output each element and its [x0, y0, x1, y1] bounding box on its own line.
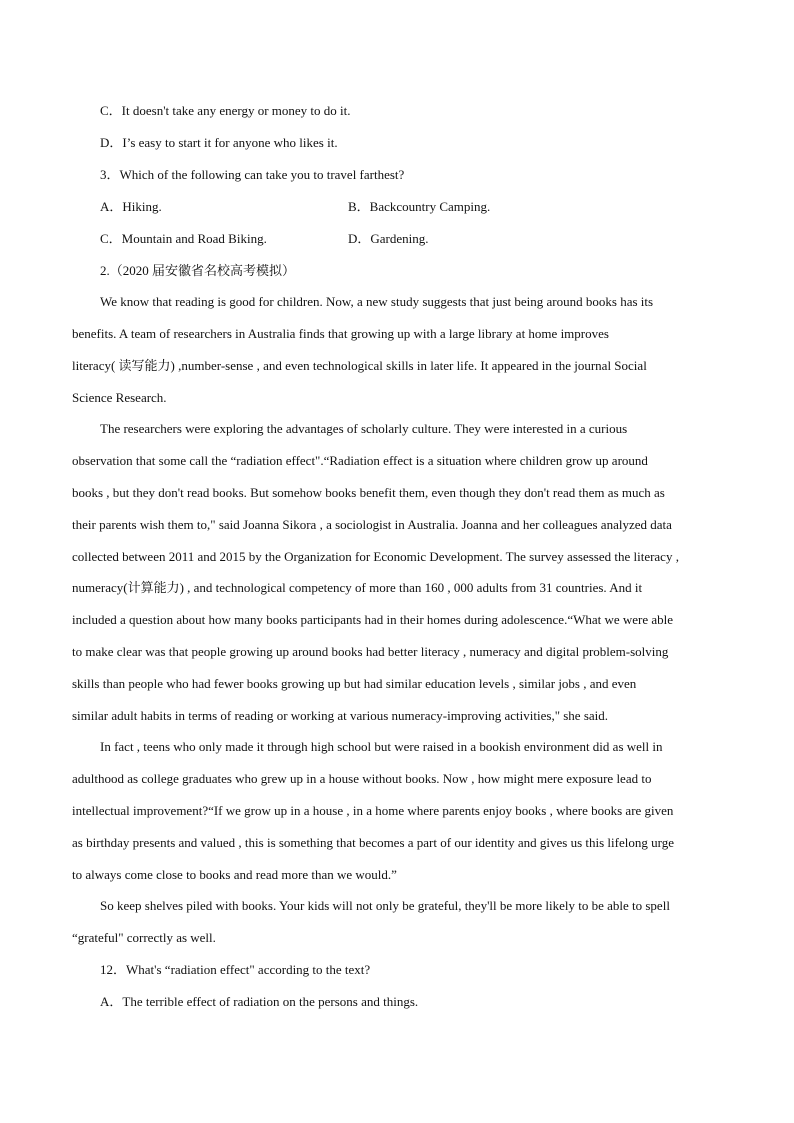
passage-line: books , but they don't read books. But somehow books benefit them, even though they don't read them as much as — [72, 485, 665, 500]
option-c: C．Mountain and Road Biking. — [100, 231, 267, 246]
question-3-stem: 3．Which of the following can take you to travel farthest? — [100, 167, 405, 182]
question-12-stem: 12．What's “radiation effect" according to the text? — [100, 962, 371, 977]
option-d: D．Gardening. — [348, 231, 429, 246]
passage-line: intellectual improvement?“If we grow up in a house , in a home where parents enjoy books , where books are given — [72, 803, 674, 818]
passage-line: We know that reading is good for children. Now, a new study suggests that just being around books has its — [100, 294, 654, 309]
passage-line: included a question about how many books participants had in their homes during adolescence.“What we were able — [72, 612, 674, 627]
option-d: D．I’s easy to start it for anyone who likes it. — [100, 135, 338, 150]
passage-line: Science Research. — [72, 390, 167, 405]
passage-line: numeracy(计算能力) , and technological competency of more than 160 , 000 adults from 31 countries. And it — [72, 580, 643, 595]
passage-line: their parents wish them to," said Joanna Sikora , a sociologist in Australia. Joanna and her colleagues analyzed data — [72, 517, 672, 532]
option-a: A．Hiking. — [100, 199, 162, 214]
passage-line: So keep shelves piled with books. Your kids will not only be grateful, they'll be more likely to be able to spell — [100, 898, 670, 913]
passage-line: literacy( 读写能力) ,number-sense , and even technological skills in later life. It appeared in the journal Social — [72, 358, 647, 373]
passage-line: as birthday presents and valued , this is something that becomes a part of our identity and gives us this lifelong urge — [72, 835, 674, 850]
passage-line: collected between 2011 and 2015 by the Organization for Economic Development. The survey assessed the literacy , — [72, 549, 679, 564]
passage-line: observation that some call the “radiation effect".“Radiation effect is a situation where children grow up around — [72, 453, 648, 468]
passage-line: “grateful" correctly as well. — [72, 930, 216, 945]
option-b: B．Backcountry Camping. — [348, 199, 491, 214]
passage-line: to always come close to books and read more than we would.” — [72, 867, 397, 882]
passage-line: adulthood as college graduates who grew up in a house without books. Now , how might mere exposure lead to — [72, 771, 652, 786]
passage-line: to make clear was that people growing up around books had better literacy , numeracy and digital problem-solving — [72, 644, 669, 659]
passage-line: The researchers were exploring the advantages of scholarly culture. They were interested in a curious — [100, 421, 628, 436]
passage-line: similar adult habits in terms of reading or working at various numeracy-improving activities," she said. — [72, 708, 609, 723]
option-a: A．The terrible effect of radiation on the persons and things. — [100, 994, 419, 1009]
passage-source: 2.（2020 届安徽省名校高考模拟） — [100, 263, 296, 278]
passage-line: In fact , teens who only made it through high school but were raised in a bookish environment did as well in — [100, 739, 663, 754]
option-c: C．It doesn't take any energy or money to do it. — [100, 103, 351, 118]
passage-line: benefits. A team of researchers in Australia finds that growing up with a large library at home improves — [72, 326, 609, 341]
passage-line: skills than people who had fewer books growing up but had similar education levels , similar jobs , and even — [72, 676, 637, 691]
